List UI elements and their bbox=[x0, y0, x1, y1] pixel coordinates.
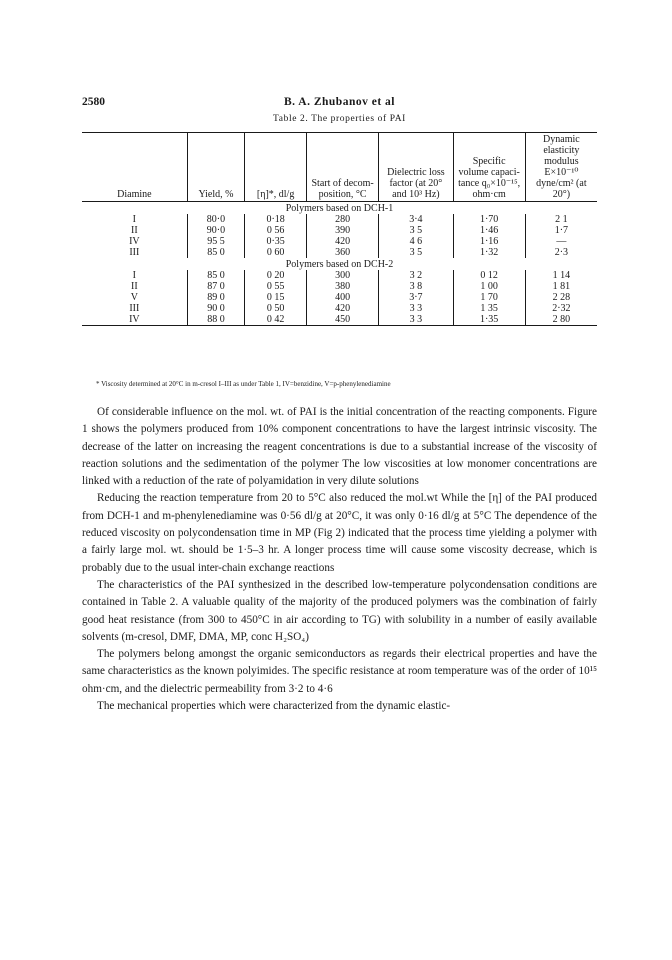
table-cell: I bbox=[132, 214, 137, 225]
table-cell: 89 0 bbox=[187, 292, 245, 303]
table-cell: 88 0 bbox=[187, 314, 245, 326]
column-header-dielectric-loss: Dielectric loss factor (at 20° and 10³ Hz) bbox=[379, 133, 453, 202]
table-cell: II bbox=[131, 281, 138, 292]
table-cell: 2 80 bbox=[525, 314, 597, 326]
table-cell: — bbox=[525, 236, 597, 247]
table-cell: 1·35 bbox=[453, 314, 525, 326]
table-cell: 0 20 bbox=[245, 270, 307, 281]
table-row bbox=[82, 281, 597, 292]
table-cell: 2·3 bbox=[525, 247, 597, 258]
table-cell: IV bbox=[82, 314, 187, 326]
table-cell: 3 8 bbox=[379, 281, 453, 292]
table-cell: 0·18 bbox=[245, 214, 307, 225]
table-cell: 3·7 bbox=[379, 292, 453, 303]
table-cell: 90·0 bbox=[187, 225, 245, 236]
table-cell: III bbox=[129, 303, 140, 314]
table-cell: 0 15 bbox=[245, 292, 307, 303]
table-row bbox=[82, 214, 597, 225]
table-cell: 0 56 bbox=[245, 225, 307, 236]
table-cell: 0 55 bbox=[245, 281, 307, 292]
column-header-capacitance: Specific volume capaci-tance q₀×10⁻¹⁵, ohm·cm bbox=[453, 133, 525, 202]
table-row bbox=[82, 292, 597, 303]
table-cell: III bbox=[129, 247, 140, 258]
table-cell: 1 14 bbox=[525, 270, 597, 281]
table-cell: 3 3 bbox=[379, 303, 453, 314]
table-cell: 300 bbox=[307, 270, 379, 281]
table-cell: 2·32 bbox=[525, 303, 597, 314]
table-cell: 90 0 bbox=[187, 303, 245, 314]
table-row bbox=[82, 270, 597, 281]
table-cell: 2 28 bbox=[525, 292, 597, 303]
table-cell: 400 bbox=[307, 292, 379, 303]
column-header-elasticity: Dynamic elasticity modulus E×10⁻¹⁰ dyne/cm² (at 20°) bbox=[525, 133, 597, 202]
table-cell: 2 1 bbox=[525, 214, 597, 225]
paragraph: Of considerable influence on the mol. wt. of PAI is the initial concentration of the reacting components. Figure 1 shows the polymers produced from 10% component concentrations to have the largest intrinsic viscosity. The decrease of the latter on increasing the reagent concentrations is due to a substantial increase of the viscosity of reaction solutions and the sedimentation of the polymer The low viscosities at low monomer concentrations are linked with a reduction of the rate of polyamidation in very dilute solutions bbox=[82, 406, 597, 488]
table-cell: I bbox=[132, 270, 137, 281]
table-cell: V bbox=[130, 292, 138, 303]
table-cell: 0 60 bbox=[245, 247, 307, 258]
paragraph: The characteristics of the PAI synthesized in the described low-temperature polycondensation conditions are contained in Table 2. A valuable quality of the majority of the produced polymers was the combination of fairly good heat resistance (from 300 to 450°C in air according to TG) with solubility in a number of easily available solvents (m-cresol, DMF, DMA, MP, conc H₂SO₄) bbox=[82, 578, 597, 643]
table-cell: 3 2 bbox=[379, 270, 453, 281]
table-cell: 450 bbox=[307, 314, 379, 326]
table-row bbox=[82, 247, 597, 258]
table-cell: II bbox=[131, 225, 138, 236]
table-cell: 1·7 bbox=[525, 225, 597, 236]
table-row bbox=[82, 236, 597, 247]
table-row bbox=[82, 225, 597, 236]
table-cell: 0·35 bbox=[245, 236, 307, 247]
table-footnote: * Viscosity determined at 20°C in m-cresol I–III as under Table 1, IV=benzidine, V=p-phenylenediamine bbox=[96, 380, 391, 388]
column-header-decomposition: Start of decom-position, °C bbox=[307, 133, 379, 202]
table-cell: 3 3 bbox=[379, 314, 453, 326]
table-cell: 3 5 bbox=[379, 247, 453, 258]
table-cell: 95 5 bbox=[187, 236, 245, 247]
table-cell: 3 5 bbox=[379, 225, 453, 236]
table-row bbox=[82, 303, 597, 314]
table-cell: 1 81 bbox=[525, 281, 597, 292]
table-cell: IV bbox=[129, 236, 140, 247]
table-cell: 1 70 bbox=[453, 292, 525, 303]
table-cell: 87 0 bbox=[187, 281, 245, 292]
table-cell: 80·0 bbox=[187, 214, 245, 225]
paragraph: The polymers belong amongst the organic semiconductors as regards their electrical properties and have the same characteristics as the known polyimides. The specific resistance at room temperature was of the order of 10¹⁵ ohm·cm, and the dielectric permeability from 3·2 to 4·6 bbox=[82, 648, 597, 695]
table-cell: 1·70 bbox=[453, 214, 525, 225]
properties-table bbox=[82, 132, 597, 326]
body-text bbox=[82, 404, 597, 715]
table-cell: 85 0 bbox=[187, 247, 245, 258]
table-cell: 0 42 bbox=[245, 314, 307, 326]
table-title: Table 2. The properties of PAI bbox=[273, 114, 406, 124]
paragraph: The mechanical properties which were characterized from the dynamic elastic- bbox=[97, 700, 451, 713]
table-row bbox=[82, 314, 597, 326]
table-cell: 420 bbox=[307, 236, 379, 247]
running-head: B. A. Zhubanov et al bbox=[284, 96, 395, 108]
table-cell: 420 bbox=[307, 303, 379, 314]
table-cell: 280 bbox=[307, 214, 379, 225]
page-number: 2580 bbox=[82, 96, 105, 108]
table-cell: 1·46 bbox=[453, 225, 525, 236]
table-cell: 380 bbox=[307, 281, 379, 292]
table-cell: 0 12 bbox=[453, 270, 525, 281]
table-cell: 0 50 bbox=[245, 303, 307, 314]
column-header-viscosity: [η]*, dl/g bbox=[245, 133, 307, 202]
table-cell: 1 00 bbox=[453, 281, 525, 292]
table-cell: 3·4 bbox=[379, 214, 453, 225]
table-cell: 1·32 bbox=[453, 247, 525, 258]
table-cell: 1 35 bbox=[453, 303, 525, 314]
table-cell: 1·16 bbox=[453, 236, 525, 247]
table-cell: 4 6 bbox=[379, 236, 453, 247]
column-header-diamine: Diamine bbox=[82, 133, 187, 202]
table-cell: 360 bbox=[307, 247, 379, 258]
paragraph: Reducing the reaction temperature from 20 to 5°C also reduced the mol.wt While the [η] of the PAI produced from DCH-1 and m-phenylenediamine was 0·56 dl/g at 20°C, it was only 0·16 dl/g at 5°C The dependence of the reduced viscosity on polycondensation time in MP (Fig 2) indicated that the process time yielding a polymer with a fairly large mol. wt. should be 1·5–3 hr. A longer process time will cause some viscosity decrease, which is probably due to the usual inter-chain exchange reactions bbox=[82, 492, 597, 574]
table-cell: 390 bbox=[307, 225, 379, 236]
table-cell: 85 0 bbox=[187, 270, 245, 281]
section-label: Polymers based on DCH-1 bbox=[285, 203, 394, 214]
column-header-yield: Yield, % bbox=[187, 133, 245, 202]
page-header bbox=[82, 96, 597, 112]
section-label: Polymers based on DCH-2 bbox=[285, 259, 394, 270]
